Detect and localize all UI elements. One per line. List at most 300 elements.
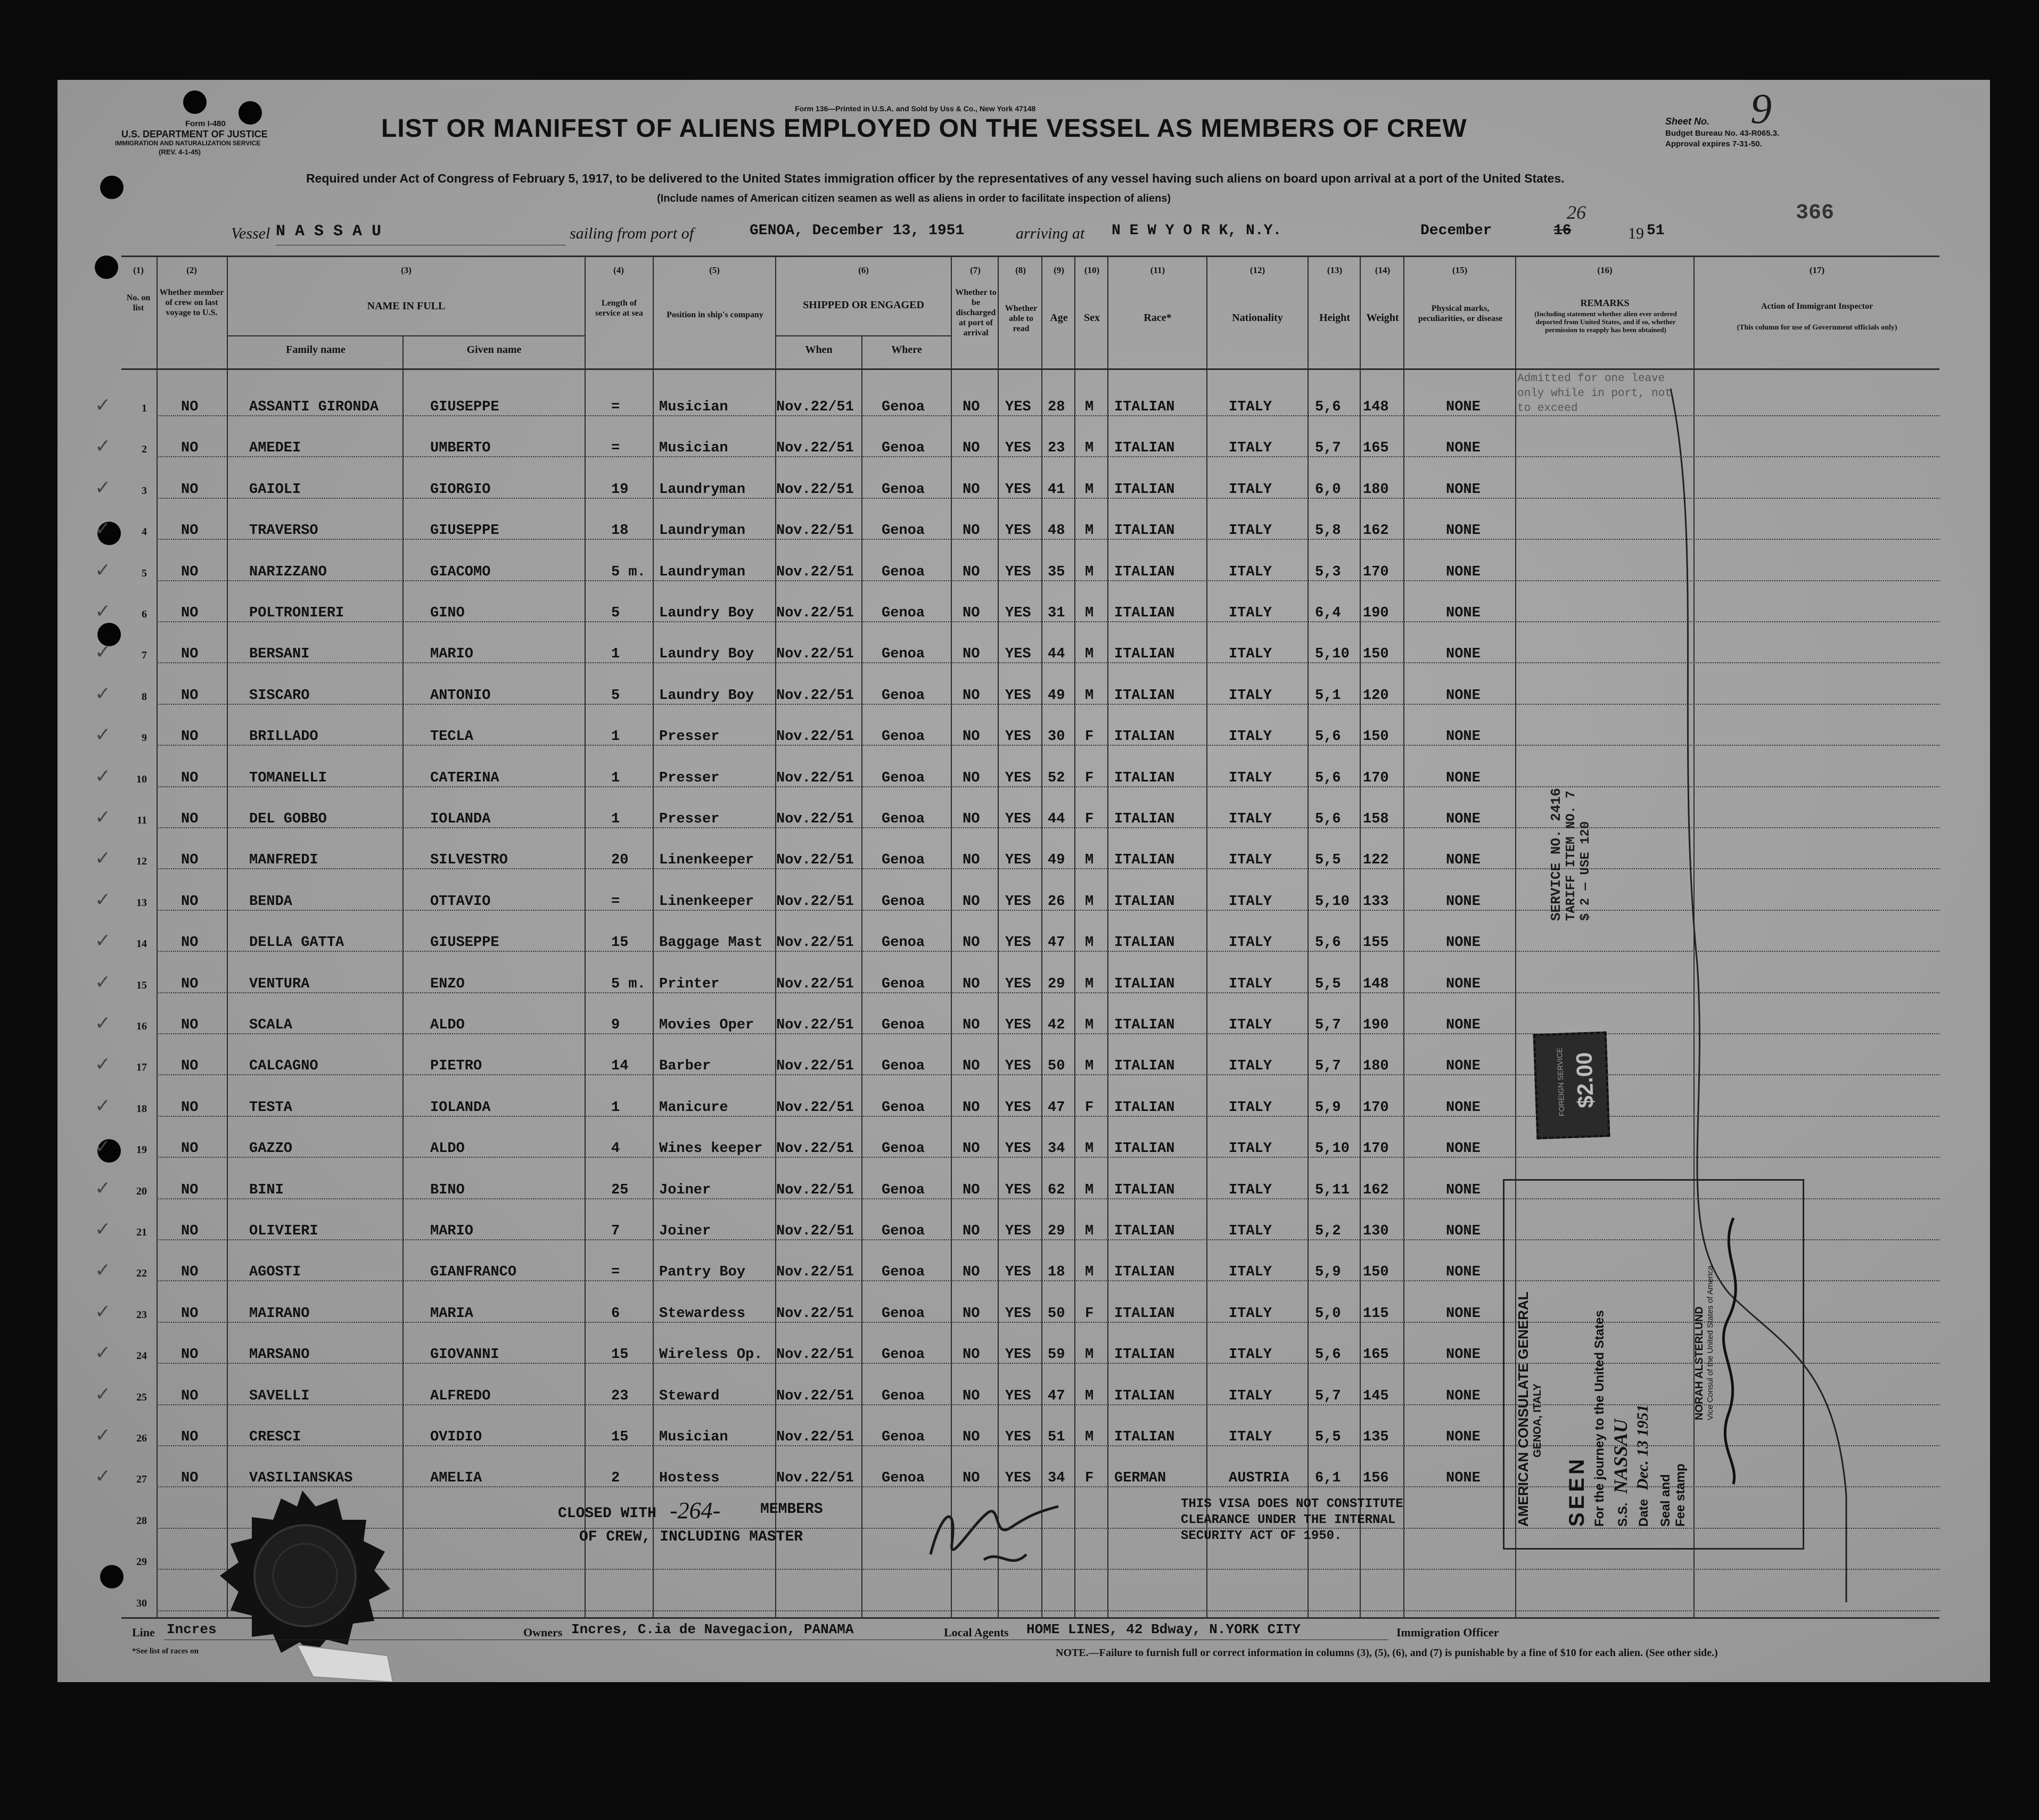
row-number: 12	[136, 855, 147, 868]
header-shipped-engaged: SHIPPED OR ENGAGED	[803, 299, 924, 311]
cell-discharged: NO	[963, 893, 980, 910]
budget-bureau: Budget Bureau No. 43-R065.3.	[1665, 129, 1780, 138]
cell-family: GAZZO	[249, 1141, 293, 1157]
cell-marks: NONE	[1446, 893, 1481, 910]
cell-service: 1	[611, 811, 620, 827]
cell-position: Presser	[659, 770, 720, 786]
header-weight: Weight	[1366, 312, 1399, 324]
cell-marks: NONE	[1446, 481, 1481, 498]
cell-marks: NONE	[1446, 687, 1481, 704]
row-number: 9	[142, 732, 147, 744]
cell-where: Genoa	[882, 976, 925, 992]
cell-read: YES	[1005, 1388, 1031, 1404]
cell-height: 6,0	[1315, 481, 1341, 498]
col-line	[1107, 256, 1108, 1618]
cell-service: 15	[611, 1347, 629, 1363]
cell-marks: NONE	[1446, 1388, 1481, 1404]
cell-given: ENZO	[430, 976, 465, 992]
consulate-journey: For the journey to the United States	[1592, 1310, 1607, 1527]
owners-value: Incres, C.ia de Navegacion, PANAMA	[571, 1621, 854, 1637]
cell-position: Movies Oper	[659, 1017, 754, 1033]
check-mark: ✓	[95, 394, 111, 416]
cell-family: POLTRONIERI	[249, 605, 344, 621]
cell-race: ITALIAN	[1114, 1058, 1175, 1075]
check-mark: ✓	[95, 930, 111, 952]
cell-age: 26	[1048, 893, 1065, 910]
cell-family: NARIZZANO	[249, 564, 327, 580]
cell-sex: M	[1085, 976, 1094, 992]
consulate-name: AMERICAN CONSULATE GENERAL	[1515, 1291, 1531, 1527]
cell-marks: NONE	[1446, 729, 1481, 745]
cell-family: SCALA	[249, 1017, 293, 1033]
cell-discharged: NO	[963, 770, 980, 786]
cell-age: 50	[1048, 1058, 1065, 1075]
cell-crew: NO	[181, 1141, 199, 1157]
sailing-label: sailing from port of	[570, 225, 694, 242]
cell-race: ITALIAN	[1114, 440, 1175, 457]
cell-age: 44	[1048, 646, 1065, 663]
crew-count: -264-	[670, 1497, 721, 1523]
cell-given: GINO	[430, 605, 465, 621]
consulate-seal-label: Seal and	[1658, 1474, 1673, 1527]
header-action-note: (This column for use of Government officials only)	[1737, 324, 1897, 332]
cell-where: Genoa	[882, 481, 925, 498]
visa-note-line-2: CLEARANCE UNDER THE INTERNAL	[1181, 1513, 1396, 1527]
cell-discharged: NO	[963, 935, 980, 951]
check-mark: ✓	[95, 435, 111, 457]
check-mark: ✓	[95, 518, 111, 540]
consulate-stamp	[1503, 1179, 1804, 1550]
cell-weight: 165	[1363, 1347, 1389, 1363]
cell-read: YES	[1005, 1058, 1031, 1075]
colnum-10: (10)	[1084, 265, 1100, 275]
cell-discharged: NO	[963, 440, 980, 457]
check-mark: ✓	[95, 806, 111, 828]
arrival-day: 16	[1553, 223, 1572, 239]
sheet-label: Sheet No.	[1665, 116, 1710, 127]
cell-weight: 170	[1363, 770, 1389, 786]
cell-where: Genoa	[882, 1058, 925, 1075]
cell-race: ITALIAN	[1114, 523, 1175, 539]
cell-discharged: NO	[963, 564, 980, 580]
cell-crew: NO	[181, 564, 199, 580]
cell-service: 5	[611, 605, 620, 621]
form-number-left: Form I-480	[185, 119, 226, 128]
cell-read: YES	[1005, 1141, 1031, 1157]
cell-where: Genoa	[882, 893, 925, 910]
cell-where: Genoa	[882, 646, 925, 663]
row-number: 16	[136, 1020, 147, 1032]
cell-nationality: ITALY	[1229, 811, 1272, 827]
arrival-year-prefix: 19	[1628, 225, 1644, 242]
cell-sex: F	[1085, 1099, 1094, 1116]
cell-height: 5,8	[1315, 523, 1341, 539]
members-label: MEMBERS	[760, 1501, 823, 1518]
cell-race: ITALIAN	[1114, 1099, 1175, 1116]
cell-age: 23	[1048, 440, 1065, 457]
row-number: 4	[142, 526, 147, 538]
cell-nationality: ITALY	[1229, 1223, 1272, 1239]
col-line	[1360, 256, 1361, 1618]
cell-weight: 130	[1363, 1223, 1389, 1239]
col-line	[402, 335, 404, 1618]
cell-when: Nov.22/51	[776, 440, 854, 457]
cell-family: TRAVERSO	[249, 523, 318, 539]
cell-marks: NONE	[1446, 1470, 1481, 1487]
cell-weight: 165	[1363, 440, 1389, 457]
sheet-number: 9	[1750, 86, 1772, 133]
cell-marks: NONE	[1446, 646, 1481, 663]
cell-read: YES	[1005, 481, 1031, 498]
cell-when: Nov.22/51	[776, 1388, 854, 1404]
cell-given: OTTAVIO	[430, 893, 491, 910]
cell-crew: NO	[181, 893, 199, 910]
check-mark: ✓	[95, 1383, 111, 1405]
cell-family: MARSANO	[249, 1347, 310, 1363]
cell-read: YES	[1005, 399, 1031, 415]
cell-position: Musician	[659, 440, 728, 457]
vessel-label: Vessel	[231, 225, 270, 242]
cell-discharged: NO	[963, 1429, 980, 1445]
line-label: Line	[132, 1626, 155, 1639]
colnum-6: (6)	[858, 265, 869, 275]
cell-position: Wines keeper	[659, 1141, 763, 1157]
cell-discharged: NO	[963, 1264, 980, 1281]
cell-when: Nov.22/51	[776, 1305, 854, 1322]
cell-crew: NO	[181, 770, 199, 786]
row-number: 6	[142, 608, 147, 620]
cell-weight: 180	[1363, 481, 1389, 498]
cell-sex: M	[1085, 687, 1094, 704]
cell-sex: M	[1085, 1429, 1094, 1445]
fee-stamp-text: FOREIGN SERVICE	[1555, 1048, 1566, 1117]
cell-discharged: NO	[963, 1347, 980, 1363]
cell-service: 5 m.	[611, 564, 646, 580]
cell-height: 5,10	[1315, 1141, 1350, 1157]
header-discharged: Whether to be discharged at port of arrival	[955, 288, 997, 337]
cell-age: 35	[1048, 564, 1065, 580]
cell-sex: F	[1085, 811, 1094, 827]
cell-nationality: ITALY	[1229, 1182, 1272, 1198]
cell-position: Presser	[659, 811, 720, 827]
cell-age: 42	[1048, 1017, 1065, 1033]
cell-height: 5,6	[1315, 770, 1341, 786]
cell-read: YES	[1005, 770, 1031, 786]
fee-stamp-amount: $2.00	[1571, 1051, 1599, 1109]
cell-marks: NONE	[1446, 1058, 1481, 1075]
cell-age: 51	[1048, 1429, 1065, 1445]
cell-weight: 155	[1363, 935, 1389, 951]
cell-service: 18	[611, 523, 629, 539]
cell-family: MANFREDI	[249, 852, 318, 869]
cell-read: YES	[1005, 1305, 1031, 1322]
cell-nationality: ITALY	[1229, 523, 1272, 539]
cell-height: 5,7	[1315, 1058, 1341, 1075]
col-line	[653, 256, 654, 1618]
of-crew-label: OF CREW, INCLUDING MASTER	[579, 1529, 803, 1545]
cell-service: 15	[611, 1429, 629, 1445]
cell-family: CALCAGNO	[249, 1058, 318, 1075]
cell-age: 48	[1048, 523, 1065, 539]
cell-given: MARIO	[430, 646, 474, 663]
cell-nationality: AUSTRIA	[1229, 1470, 1289, 1487]
header-name-in-full: NAME IN FULL	[367, 300, 446, 312]
cell-race: ITALIAN	[1114, 399, 1175, 415]
cell-height: 5,5	[1315, 852, 1341, 869]
cell-marks: NONE	[1446, 1305, 1481, 1322]
row-number: 11	[137, 814, 147, 826]
cell-given: PIETRO	[430, 1058, 482, 1075]
check-mark: ✓	[95, 1053, 111, 1075]
cell-marks: NONE	[1446, 811, 1481, 827]
cell-where: Genoa	[882, 605, 925, 621]
colnum-11: (11)	[1150, 265, 1165, 275]
cell-nationality: ITALY	[1229, 1429, 1272, 1445]
header-family-name: Family name	[286, 344, 346, 356]
cell-position: Presser	[659, 729, 720, 745]
cell-age: 18	[1048, 1264, 1065, 1281]
cell-given: GIACOMO	[430, 564, 491, 580]
cell-read: YES	[1005, 1347, 1031, 1363]
cell-service: 5	[611, 687, 620, 704]
cell-race: ITALIAN	[1114, 687, 1175, 704]
cell-when: Nov.22/51	[776, 481, 854, 498]
check-mark: ✓	[95, 1300, 111, 1322]
cell-weight: 145	[1363, 1388, 1389, 1404]
service-number: SERVICE NO. 2416	[1548, 788, 1564, 921]
cell-weight: 170	[1363, 1141, 1389, 1157]
agents-label: Local Agents	[944, 1626, 1009, 1639]
cell-position: Laundryman	[659, 564, 746, 580]
colnum-15: (15)	[1452, 265, 1468, 275]
cell-read: YES	[1005, 1223, 1031, 1239]
cell-when: Nov.22/51	[776, 687, 854, 704]
cell-sex: M	[1085, 1017, 1094, 1033]
cell-given: GIUSEPPE	[430, 399, 499, 415]
cell-race: ITALIAN	[1114, 564, 1175, 580]
cell-where: Genoa	[882, 1429, 925, 1445]
cell-given: GIANFRANCO	[430, 1264, 517, 1281]
col-line	[861, 335, 862, 1618]
owners-label: Owners	[523, 1626, 563, 1639]
cell-crew: NO	[181, 1182, 199, 1198]
cell-weight: 122	[1363, 852, 1389, 869]
cell-age: 47	[1048, 1099, 1065, 1116]
cell-where: Genoa	[882, 852, 925, 869]
cell-height: 5,6	[1315, 811, 1341, 827]
cell-read: YES	[1005, 1470, 1031, 1487]
cell-age: 47	[1048, 1388, 1065, 1404]
cell-position: Joiner	[659, 1223, 711, 1239]
cell-where: Genoa	[882, 1017, 925, 1033]
header-action-inspector: Action of Immigrant Inspector	[1761, 302, 1873, 311]
cell-race: ITALIAN	[1114, 1141, 1175, 1157]
row-number: 20	[136, 1185, 147, 1197]
cell-height: 5,0	[1315, 1305, 1341, 1322]
cell-crew: NO	[181, 935, 199, 951]
row-number: 24	[136, 1350, 147, 1362]
cell-sex: M	[1085, 523, 1094, 539]
check-mark: ✓	[95, 724, 111, 746]
cell-age: 50	[1048, 1305, 1065, 1322]
check-mark: ✓	[95, 847, 111, 869]
header-shipped-divider	[776, 335, 951, 336]
cell-crew: NO	[181, 646, 199, 663]
cell-when: Nov.22/51	[776, 1182, 854, 1198]
cell-race: ITALIAN	[1114, 605, 1175, 621]
cell-where: Genoa	[882, 1223, 925, 1239]
cell-family: TOMANELLI	[249, 770, 327, 786]
cell-family: DELLA GATTA	[249, 935, 344, 951]
cell-discharged: NO	[963, 1470, 980, 1487]
consulate-ss-value: NASSAU	[1610, 1419, 1631, 1494]
cell-position: Musician	[659, 399, 728, 415]
cell-race: ITALIAN	[1114, 1305, 1175, 1322]
cell-marks: NONE	[1446, 523, 1481, 539]
visa-note-line-3: SECURITY ACT OF 1950.	[1181, 1529, 1342, 1543]
cell-race: ITALIAN	[1114, 1388, 1175, 1404]
cell-service: 2	[611, 1470, 620, 1487]
header-position: Position in ship's company	[667, 310, 763, 319]
immigration-officer-label: Immigration Officer	[1396, 1626, 1499, 1639]
cell-marks: NONE	[1446, 1429, 1481, 1445]
cell-weight: 170	[1363, 1099, 1389, 1116]
col-line	[1041, 256, 1042, 1618]
cell-marks: NONE	[1446, 440, 1481, 457]
agents-value: HOME LINES, 42 Bdway, N.YORK CITY	[1026, 1621, 1301, 1637]
cell-read: YES	[1005, 1264, 1031, 1281]
cell-where: Genoa	[882, 811, 925, 827]
cell-nationality: ITALY	[1229, 770, 1272, 786]
row-number: 1	[142, 402, 147, 414]
cell-given: TECLA	[430, 729, 474, 745]
cell-crew: NO	[181, 729, 199, 745]
cell-age: 29	[1048, 1223, 1065, 1239]
punch-hole-4	[95, 256, 118, 279]
cell-weight: 170	[1363, 564, 1389, 580]
consulate-officer: NORAH ALSTERLUND	[1693, 1306, 1705, 1420]
row-number: 23	[136, 1308, 147, 1321]
cell-family: VASILIANSKAS	[249, 1470, 353, 1487]
cell-where: Genoa	[882, 1470, 925, 1487]
cell-position: Laundry Boy	[659, 605, 754, 621]
cell-given: IOLANDA	[430, 811, 491, 827]
header-name-divider	[228, 335, 585, 336]
manifest-title: LIST OR MANIFEST OF ALIENS EMPLOYED ON THE VESSEL AS MEMBERS OF CREW	[381, 114, 1467, 143]
arrival-day-correction: 26	[1567, 202, 1586, 223]
cell-crew: NO	[181, 687, 199, 704]
colnum-12: (12)	[1249, 265, 1265, 275]
cell-crew: NO	[181, 440, 199, 457]
line-value: Incres	[167, 1621, 217, 1637]
tariff-item: TARIFF ITEM NO. 7	[1564, 790, 1578, 921]
cell-where: Genoa	[882, 687, 925, 704]
cell-given: UMBERTO	[430, 440, 491, 457]
cell-where: Genoa	[882, 1099, 925, 1116]
cell-sex: M	[1085, 1388, 1094, 1404]
punch-hole-8	[100, 1565, 124, 1588]
header-bottom-border	[121, 368, 1939, 370]
cell-read: YES	[1005, 811, 1031, 827]
cell-family: BENDA	[249, 893, 293, 910]
row-number: 29	[136, 1556, 147, 1568]
cell-height: 5,7	[1315, 1017, 1341, 1033]
department-label: U.S. DEPARTMENT OF JUSTICE	[121, 129, 268, 139]
check-mark: ✓	[95, 1177, 111, 1199]
cell-discharged: NO	[963, 1141, 980, 1157]
colnum-14: (14)	[1375, 265, 1391, 275]
cell-crew: NO	[181, 1223, 199, 1239]
row-number: 7	[142, 649, 147, 662]
cell-sex: M	[1085, 852, 1094, 869]
col-line	[1206, 256, 1207, 1618]
cell-position: Laundryman	[659, 481, 746, 498]
cell-family: CRESCI	[249, 1429, 301, 1445]
cell-service: =	[611, 440, 620, 457]
cell-crew: NO	[181, 1470, 199, 1487]
cell-height: 5,6	[1315, 399, 1341, 415]
cell-age: 30	[1048, 729, 1065, 745]
closed-with-label: CLOSED WITH	[558, 1505, 656, 1522]
cell-discharged: NO	[963, 646, 980, 663]
cell-where: Genoa	[882, 1305, 925, 1322]
cell-family: OLIVIERI	[249, 1223, 318, 1239]
colnum-9: (9)	[1054, 265, 1064, 275]
revision-label: (REV. 4-1-45)	[159, 148, 201, 156]
service-fee: $ 2 — USE 120	[1578, 821, 1593, 921]
cell-crew: NO	[181, 1388, 199, 1404]
cell-nationality: ITALY	[1229, 605, 1272, 621]
cell-when: Nov.22/51	[776, 976, 854, 992]
manifest-subnote: (Include names of American citizen seamen as well as aliens in order to facilitate inspection of aliens)	[657, 193, 1171, 204]
cell-age: 49	[1048, 687, 1065, 704]
cell-position: Laundry Boy	[659, 646, 754, 663]
cell-position: Pantry Boy	[659, 1264, 746, 1281]
header-remarks-note: (Including statement whether alien ever ordered deported from United States, and if so, whether permission to reapply has been obtained)	[1534, 310, 1677, 334]
cell-race: ITALIAN	[1114, 1017, 1175, 1033]
cell-where: Genoa	[882, 440, 925, 457]
cell-marks: NONE	[1446, 1141, 1481, 1157]
check-mark: ✓	[95, 765, 111, 787]
cell-marks: NONE	[1446, 605, 1481, 621]
cell-weight: 150	[1363, 729, 1389, 745]
cell-where: Genoa	[882, 1388, 925, 1404]
cell-when: Nov.22/51	[776, 811, 854, 827]
cell-marks: NONE	[1446, 1223, 1481, 1239]
consulate-fee-label: Fee stamp	[1673, 1463, 1688, 1527]
row-number: 21	[136, 1226, 147, 1238]
cell-position: Musician	[659, 1429, 728, 1445]
cell-sex: M	[1085, 481, 1094, 498]
cell-nationality: ITALY	[1229, 1058, 1272, 1075]
cell-when: Nov.22/51	[776, 1264, 854, 1281]
colnum-4: (4)	[613, 265, 624, 275]
cell-marks: NONE	[1446, 852, 1481, 869]
approval-expiry: Approval expires 7-31-50.	[1665, 139, 1762, 149]
consulate-officer-title: Vice Consul of the United States of America	[1706, 1265, 1715, 1420]
cell-given: GIOVANNI	[430, 1347, 499, 1363]
cell-when: Nov.22/51	[776, 605, 854, 621]
cell-given: CATERINA	[430, 770, 499, 786]
manifest-sheet	[57, 80, 1990, 1682]
cell-read: YES	[1005, 646, 1031, 663]
cell-sex: M	[1085, 893, 1094, 910]
cell-family: BERSANI	[249, 646, 310, 663]
cell-family: ASSANTI GIRONDA	[249, 399, 379, 415]
cell-crew: NO	[181, 399, 199, 415]
check-mark: ✓	[95, 1259, 111, 1281]
cell-height: 5,7	[1315, 1388, 1341, 1404]
